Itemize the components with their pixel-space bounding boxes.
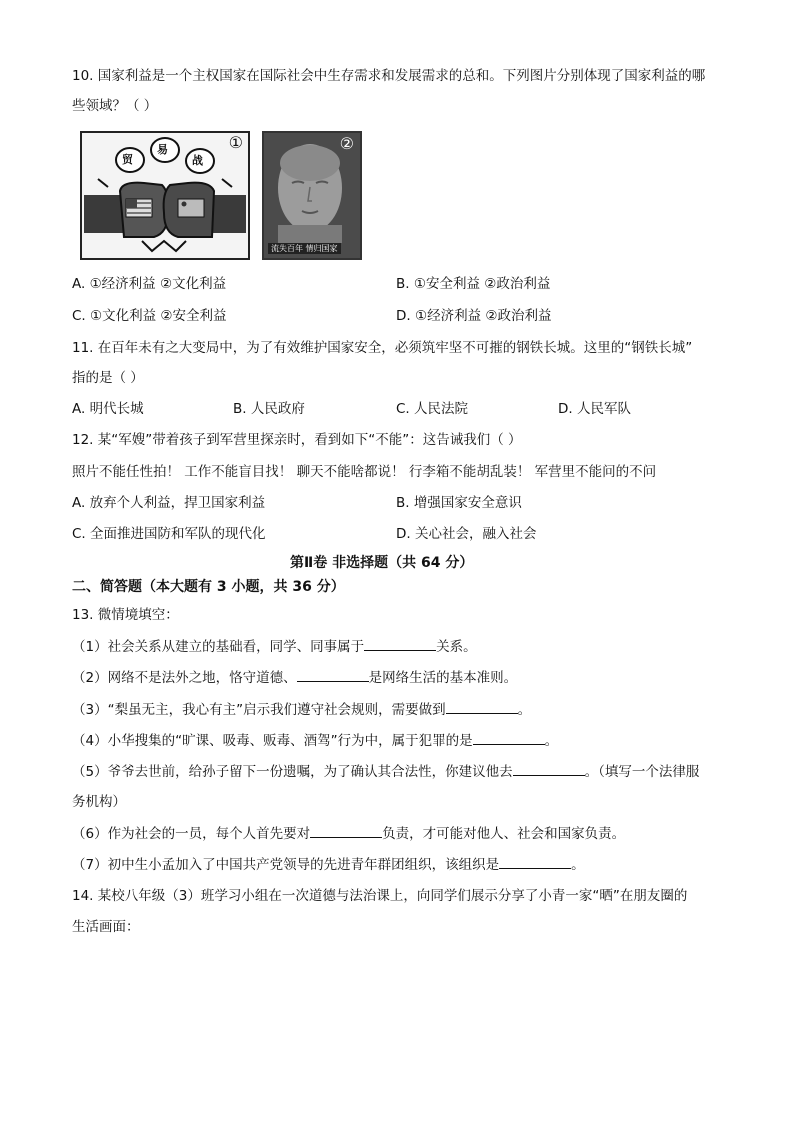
trade-word-3: 战 — [192, 154, 203, 167]
q14-stem-line1: 14. 某校八年级（3）班学习小组在一次道德与法治课上，向同学们展示分享了小青一家“晒”在朋友圈的 — [72, 888, 688, 904]
trade-word-2: 易 — [157, 143, 168, 156]
q11-stem-line1: 11. 在百年未有之大变局中，为了有效维护国家安全，必须筑牢坚不可摧的钢铁长城。这里的“钢铁长城” — [72, 340, 693, 356]
q13-blank-6 — [310, 825, 382, 838]
q13-item-2 — [72, 668, 517, 688]
q13-item-7 — [72, 855, 585, 875]
q12-option-b: B. 增强国家安全意识 — [396, 495, 522, 511]
figure1-badge: ① — [228, 133, 243, 152]
q13-item-6 — [72, 824, 625, 844]
q13-item-3-text: （3）“梨虽无主，我心有主”启示我们遵守社会规则，需要做到 — [72, 702, 446, 718]
q13-item-3 — [72, 700, 531, 720]
q13-item-4-text: （4）小华搜集的“旷课、吸毒、贩毒、酒驾”行为中，属于犯罪的是 — [72, 733, 473, 749]
q12-option-a: A. 放弃个人利益，捍卫国家利益 — [72, 495, 266, 511]
q13-item-1 — [72, 637, 477, 657]
q13-title: 13. 微情境填空： — [72, 607, 179, 623]
part-title: 二、简答题（本大题有 3 小题，共 36 分） — [72, 579, 345, 595]
q13-item-6-suffix: 负责，才可能对他人、社会和国家负责。 — [382, 826, 626, 842]
q10-option-a: A. ①经济利益 ②文化利益 — [72, 276, 227, 292]
q11-option-c: C. 人民法院 — [396, 401, 469, 417]
q12-stem-line2: 照片不能任性拍！ 工作不能盲目找！ 聊天不能啥都说！ 行李箱不能胡乱装！ 军营里不能问的不问 — [72, 464, 657, 480]
q11-option-a: A. 明代长城 — [72, 401, 144, 417]
q12-option-d: D. 关心社会，融入社会 — [396, 526, 537, 542]
q13-blank-2 — [297, 669, 369, 682]
q13-blank-4 — [473, 732, 545, 745]
q10-option-b: B. ①安全利益 ②政治利益 — [396, 276, 551, 292]
q13-item-1-suffix: 关系。 — [436, 639, 477, 655]
q11-option-d: D. 人民军队 — [558, 401, 631, 417]
q13-item-3-suffix: 。 — [517, 702, 532, 718]
trade-war-image — [80, 131, 250, 260]
q10-stem-line2: 些领域？（ ） — [72, 98, 158, 114]
section-title: 第Ⅱ卷 非选择题（共 64 分） — [290, 555, 474, 571]
figure2-caption: 流失百年 情归国家 — [268, 243, 341, 254]
q13-item-7-text: （7）初中生小孟加入了中国共产党领导的先进青年群团组织，该组织是 — [72, 857, 500, 873]
q13-blank-5 — [513, 763, 585, 776]
q13-blank-1 — [364, 638, 436, 651]
q13-item-5-continued: 务机构） — [72, 794, 126, 810]
q10-option-d: D. ①经济利益 ②政治利益 — [396, 308, 552, 324]
q13-item-5-text: （5）爷爷去世前，给孙子留下一份遗嘱，为了确认其合法性，你建议他去 — [72, 764, 513, 780]
figure2-badge: ② — [339, 134, 354, 153]
q13-item-4 — [72, 731, 558, 751]
q13-item-7-suffix: 。 — [571, 857, 585, 873]
q13-item-2-suffix: 是网络生活的基本准则。 — [368, 670, 518, 686]
q13-item-4-suffix: 。 — [544, 733, 559, 749]
q12-option-c: C. 全面推进国防和军队的现代化 — [72, 526, 266, 542]
q14-stem-line2: 生活画面： — [72, 919, 140, 935]
buddha-head-image — [262, 131, 362, 260]
q11-stem-line2: 指的是（ ） — [72, 370, 144, 386]
q13-blank-7 — [499, 856, 571, 869]
q13-item-1-text: （1）社会关系从建立的基础看，同学、同事属于 — [72, 639, 365, 655]
q13-item-5-suffix: 。（填写一个法律服 — [584, 764, 700, 780]
q11-option-b: B. 人民政府 — [233, 401, 305, 417]
q13-item-2-text: （2）网络不是法外之地，恪守道德、 — [72, 670, 297, 686]
trade-word-1: 贸 — [122, 153, 133, 166]
q13-blank-3 — [446, 701, 518, 714]
q10-stem-line1: 10. 国家利益是一个主权国家在国际社会中生存需求和发展需求的总和。下列图片分别体现了国家利益的哪 — [72, 68, 706, 84]
q13-item-6-text: （6）作为社会的一员，每个人首先要对 — [72, 826, 311, 842]
q10-option-c: C. ①文化利益 ②安全利益 — [72, 308, 227, 324]
q12-stem-line1: 12. 某“军嫂”带着孩子到军营里探亲时，看到如下“不能”：这告诫我们（ ） — [72, 432, 522, 448]
q13-item-5 — [72, 762, 699, 782]
